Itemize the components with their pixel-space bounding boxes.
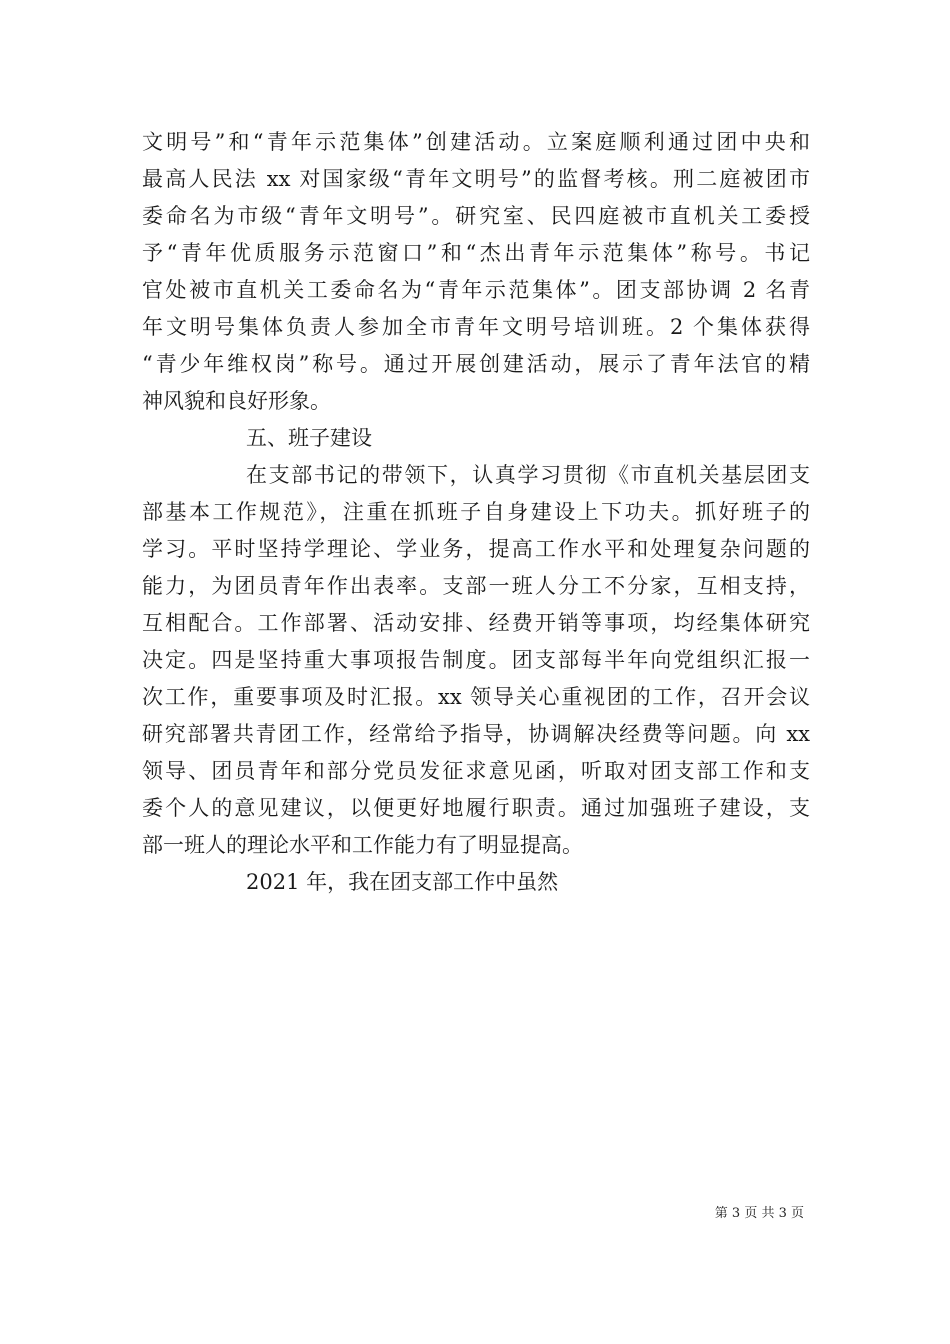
paragraph-creation-activities: [142, 124, 810, 420]
text-line: 委命名为市级“青年文明号”。研究室、民四庭被市直机关工委授: [142, 204, 810, 228]
text-line: 部一班人的理论水平和工作能力有了明显提高。: [142, 833, 583, 857]
text-line: 部基本工作规范》，注重在抓班子自身建设上下功夫。抓好班子的: [142, 500, 810, 524]
text-line: 委个人的意见建议，以便更好地履行职责。通过加强班子建设，支: [142, 796, 810, 820]
text-line: “青少年维权岗”称号。通过开展创建活动，展示了青年法官的精: [142, 352, 810, 376]
document-body: [142, 124, 810, 901]
text-line: 最高人民法 xx 对国家级“青年文明号”的监督考核。刑二庭被团市: [142, 167, 810, 191]
text-line: 次工作，重要事项及时汇报。xx 领导关心重视团的工作，召开会议: [142, 685, 810, 709]
text-line: 学习。平时坚持学理论、学业务，提高工作水平和处理复杂问题的: [142, 537, 810, 561]
text-line: 官处被市直机关工委命名为“青年示范集体”。团支部协调 2 名青: [142, 278, 810, 302]
text-line: 研究部署共青团工作，经常给予指导，协调解决经费等问题。向 xx: [142, 722, 810, 746]
text-line: 领导、团员青年和部分党员发征求意见函，听取对团支部工作和支: [142, 759, 810, 783]
text-line: 决定。四是坚持重大事项报告制度。团支部每半年向党组织汇报一: [142, 648, 810, 672]
text-line: 神风貌和良好形象。: [142, 389, 331, 413]
text-line: 予“青年优质服务示范窗口”和“杰出青年示范集体”称号。书记: [142, 241, 810, 265]
closing-sentence: 2021 年，我在团支部工作中虽然: [246, 870, 559, 894]
text-line: 文明号”和“青年示范集体”创建活动。立案庭顺利通过团中央和: [142, 130, 810, 154]
page-number-footer: 第 3 页 共 3 页: [714, 1206, 804, 1221]
section-heading: 五、班子建设: [246, 426, 372, 450]
text-line: 年文明号集体负责人参加全市青年文明号培训班。2 个集体获得: [142, 315, 810, 339]
text-line: 互相配合。工作部署、活动安排、经费开销等事项，均经集体研究: [142, 611, 810, 635]
paragraph-team-building: [142, 457, 810, 864]
text-line: 在支部书记的带领下，认真学习贯彻《市直机关基层团支: [246, 463, 810, 487]
text-line: 能力，为团员青年作出表率。支部一班人分工不分家，互相支持，: [142, 574, 810, 598]
